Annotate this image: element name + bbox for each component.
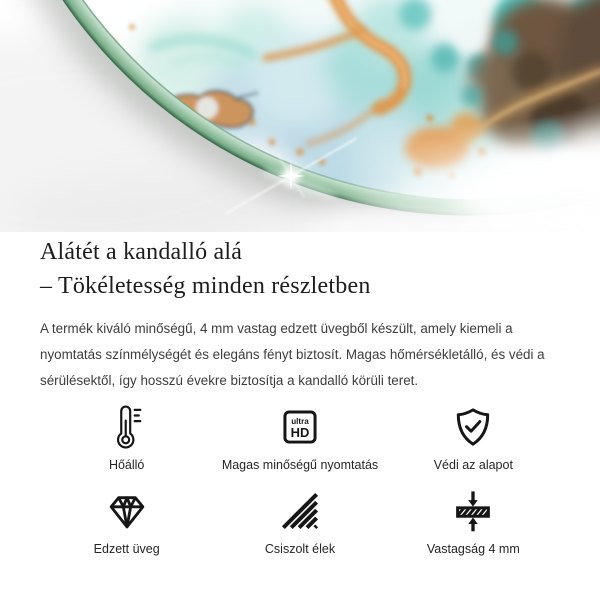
ultra-hd-text-bottom: HD — [290, 424, 310, 440]
feature-heat-resistant — [40, 404, 213, 472]
glass-mat-illustration — [0, 0, 600, 232]
feature-protects-base — [387, 404, 560, 472]
thickness-icon — [452, 488, 494, 534]
product-hero-image — [0, 0, 600, 232]
polished-edges-icon — [279, 488, 321, 534]
feature-tempered-glass — [40, 488, 213, 556]
feature-label: Csiszolt élek — [264, 542, 336, 556]
shield-check-icon — [452, 404, 494, 450]
ultra-hd-text-top: ultra — [291, 417, 309, 427]
features-grid — [40, 404, 560, 556]
ultra-hd-icon — [279, 404, 321, 450]
thermometer-icon — [110, 404, 144, 450]
diamond-icon — [105, 488, 149, 534]
feature-print-quality — [213, 404, 386, 472]
feature-label: Hőálló — [108, 458, 145, 472]
feature-label: Védi az alapot — [433, 458, 513, 472]
page-title-line1: Alátét a kandalló alá — [40, 239, 243, 265]
feature-polished-edges — [213, 488, 386, 556]
feature-thickness — [387, 488, 560, 556]
feature-label: Vastagság 4 mm — [426, 542, 520, 556]
product-description: A termék kiváló minőségű, 4 mm vastag edzett üvegből készült, amely kiemeli a nyomtatás színmélységét és elegáns fényt biztosít. Magas hőmérsékletálló, és védi a sérülésektől, így hosszú évekre biztosítja a kandalló körüli teret. — [40, 321, 545, 388]
feature-label: Magas minőségű nyomtatás — [221, 458, 379, 472]
feature-label: Edzett üveg — [93, 542, 160, 556]
page-title — [40, 235, 560, 303]
page-title-line2: – Tökéletesség minden részletben — [40, 273, 371, 299]
